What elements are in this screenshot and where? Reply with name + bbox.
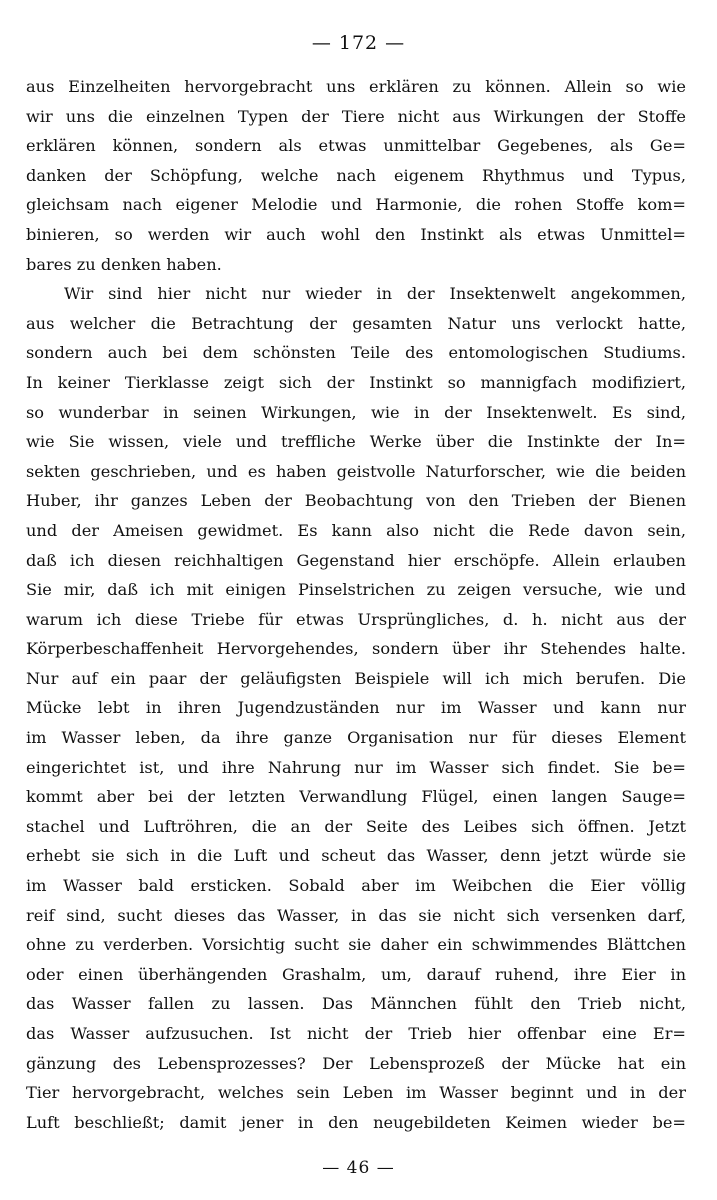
text-line: gänzung des Lebensprozesses? Der Lebensprozeß der Mücke hat ein <box>26 1053 686 1073</box>
text-line: im Wasser leben, da ihre ganze Organisation nur für dieses Element <box>26 728 686 748</box>
text-line: binieren, so werden wir auch wohl den Instinkt als etwas Unmittel= <box>26 224 686 244</box>
text-line: warum ich diese Triebe für etwas Ursprüngliches, d. h. nicht aus der <box>26 609 686 629</box>
text-line: Wir sind hier nicht nur wieder in der Insektenwelt angekommen, <box>64 284 686 304</box>
text-line: Huber, ihr ganzes Leben der Beobachtung von den Trieben der Bienen <box>26 491 686 511</box>
text-line: erklären können, sondern als etwas unmittelbar Gegebenes, als Ge= <box>26 136 686 156</box>
text-line: aus welcher die Betrachtung der gesamten Natur uns verlockt hatte, <box>26 313 686 333</box>
body-text <box>26 72 686 1137</box>
text-line: danken der Schöpfung, welche nach eigenem Rhythmus und Typus, <box>26 165 686 185</box>
text-line: Körperbeschaffenheit Hervorgehendes, sondern über ihr Stehendes halte. <box>26 639 686 659</box>
text-line: aus Einzelheiten hervorgebracht uns erklären zu können. Allein so wie <box>26 77 686 96</box>
text-line: ohne zu verderben. Vorsichtig sucht sie daher ein schwimmendes Blättchen <box>26 935 686 955</box>
text-line: stachel und Luftröhren, die an der Seite des Leibes sich öffnen. Jetzt <box>26 816 686 836</box>
text-line: Tier hervorgebracht, welches sein Leben im Wasser beginnt und in der <box>26 1083 686 1103</box>
signature-mark: — 46 — <box>322 1158 395 1178</box>
text-line: kommt aber bei der letzten Verwandlung Flügel, einen langen Sauge= <box>26 787 686 807</box>
text-line: Mücke lebt in ihren Jugendzuständen nur im Wasser und kann nur <box>26 698 686 718</box>
text-line: das Wasser aufzusuchen. Ist nicht der Trieb hier offenbar eine Er= <box>26 1024 686 1043</box>
text-line: eingerichtet ist, und ihre Nahrung nur im Wasser sich findet. Sie be= <box>26 757 686 777</box>
text-line: Luft beschließt; damit jener in den neugebildeten Keimen wieder be= <box>26 1112 686 1132</box>
text-line: sekten geschrieben, und es haben geistvolle Naturforscher, wie die beiden <box>26 461 686 481</box>
page-number: — 172 — <box>311 32 406 54</box>
text-line: erhebt sie sich in die Luft und scheut das Wasser, denn jetzt würde sie <box>26 846 686 866</box>
text-line: wir uns die einzelnen Typen der Tiere nicht aus Wirkungen der Stoffe <box>26 106 686 126</box>
text-line: daß ich diesen reichhaltigen Gegenstand hier erschöpfe. Allein erlauben <box>26 550 686 570</box>
text-line: Sie mir, daß ich mit einigen Pinselstrichen zu zeigen versuche, wie und <box>26 580 686 600</box>
paragraph-2 <box>26 279 686 1137</box>
text-line: gleichsam nach eigener Melodie und Harmonie, die rohen Stoffe kom= <box>26 195 686 215</box>
text-line: bares zu denken haben. <box>26 254 222 274</box>
text-line: im Wasser bald ersticken. Sobald aber im Weibchen die Eier völlig <box>26 876 686 896</box>
text-line: sondern auch bei dem schönsten Teile des entomologischen Studiums. <box>26 343 686 363</box>
text-line: das Wasser fallen zu lassen. Das Männchen fühlt den Trieb nicht, <box>26 994 686 1014</box>
text-line: wie Sie wissen, viele und treffliche Werke über die Instinkte der In= <box>26 432 686 452</box>
text-line: oder einen überhängenden Grashalm, um, darauf ruhend, ihre Eier in <box>26 964 686 984</box>
text-line: und der Ameisen gewidmet. Es kann also nicht die Rede davon sein, <box>26 520 686 540</box>
text-line: In keiner Tierklasse zeigt sich der Instinkt so mannigfach modifiziert, <box>26 372 686 392</box>
text-line: so wunderbar in seinen Wirkungen, wie in der Insektenwelt. Es sind, <box>26 402 686 422</box>
text-line: Nur auf ein paar der geläufigsten Beispiele will ich mich berufen. Die <box>26 668 686 688</box>
paragraph-1 <box>26 72 686 279</box>
text-line: reif sind, sucht dieses das Wasser, in das sie nicht sich versenken darf, <box>26 905 686 925</box>
